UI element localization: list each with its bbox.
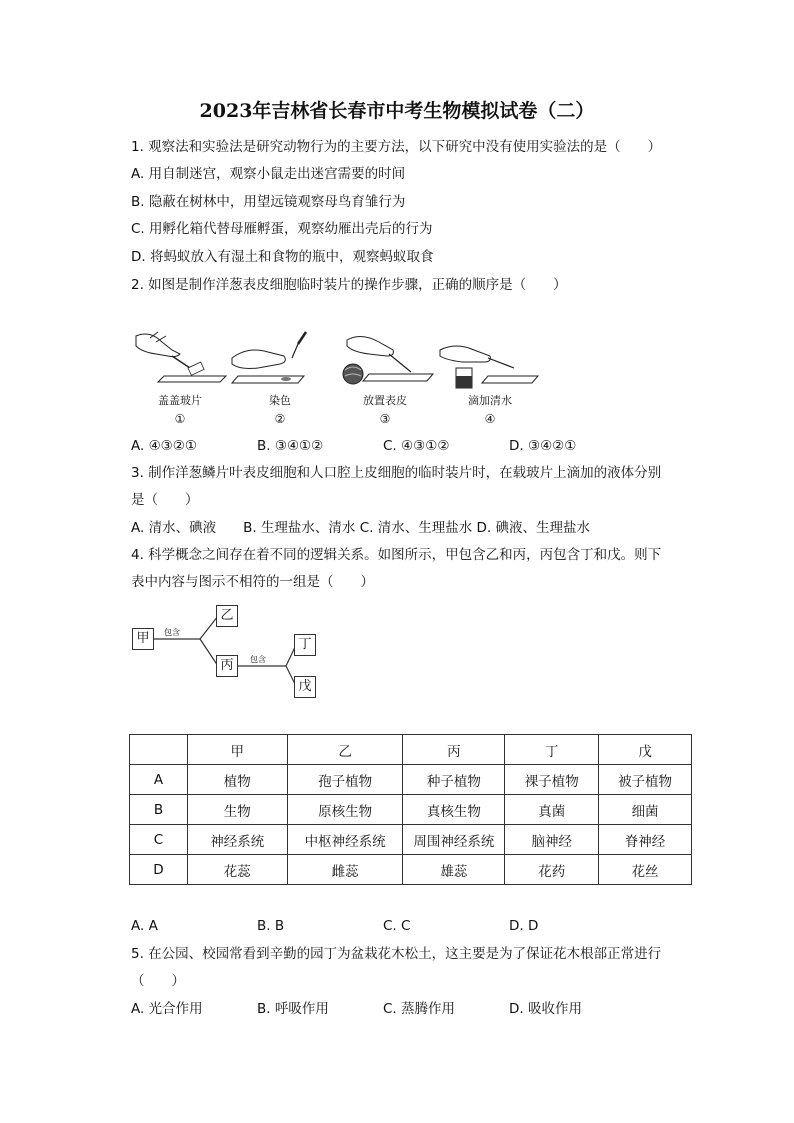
q5-option-a: A. 光合作用 — [131, 1001, 203, 1017]
table-cell: 花蕊 — [187, 855, 287, 885]
node-wu: 戊 — [294, 676, 316, 698]
table-cell: 真菌 — [505, 795, 599, 825]
step-number: ④ — [484, 412, 496, 426]
q5-stem-line1: 5. 在公园、校园常看到辛勤的园丁为盆栽花木松土，这主要是为了保证花木根部正常进行 — [131, 946, 662, 962]
node-jia: 甲 — [132, 628, 154, 650]
table-cell: 裸子植物 — [505, 765, 599, 795]
hand-coverslip-icon — [128, 328, 232, 390]
table-cell: 花丝 — [599, 855, 692, 885]
q5-option-b: B. 呼吸作用 — [257, 1001, 329, 1017]
table-row — [130, 795, 692, 825]
table-cell: 原核生物 — [287, 795, 403, 825]
q4-option-c: C. C — [383, 918, 411, 934]
table-cell: 花药 — [505, 855, 599, 885]
node-yi: 乙 — [216, 605, 238, 627]
step-number: ② — [274, 412, 286, 426]
table-header-row — [130, 735, 692, 765]
step-label: 滴加清水 — [468, 394, 512, 407]
q2-stem: 2. 如图是制作洋葱表皮细胞临时装片的操作步骤，正确的顺序是（ ） — [131, 277, 567, 293]
step-label: 放置表皮 — [363, 394, 407, 407]
step-label: 染色 — [269, 394, 291, 407]
table-cell: 真核生物 — [403, 795, 505, 825]
step-label: 盖盖玻片 — [158, 394, 202, 407]
contains-label: 包含 — [250, 655, 266, 664]
table-cell: D — [130, 855, 188, 885]
q3-options: A. 清水、碘液 B. 生理盐水、清水 C. 清水、生理盐水 D. 碘液、生理盐水 — [131, 520, 590, 536]
q2-option-c: C. ④③①② — [383, 438, 450, 454]
q1-option-a: A. 用自制迷宫，观察小鼠走出迷宫需要的时间 — [131, 166, 406, 182]
table-row — [130, 855, 692, 885]
table-header-cell: 戊 — [599, 735, 692, 765]
table-cell: 植物 — [187, 765, 287, 795]
table-header-cell: 丙 — [403, 735, 505, 765]
table-cell: A — [130, 765, 188, 795]
table-row — [130, 825, 692, 855]
table-cell: B — [130, 795, 188, 825]
page-title: 2023年吉林省长春市中考生物模拟试卷（二） — [199, 100, 595, 122]
q4-stem-line2: 表中内容与图示不相符的一组是（ ） — [131, 574, 374, 590]
q1-stem: 1. 观察法和实验法是研究动物行为的主要方法，以下研究中没有使用实验法的是（ ） — [131, 139, 662, 155]
table-header-cell: 乙 — [287, 735, 403, 765]
q2-option-a: A. ④③②① — [131, 438, 197, 454]
table-row — [130, 765, 692, 795]
slide-preparation-figure — [128, 328, 548, 428]
table-cell: 生物 — [187, 795, 287, 825]
q5-option-d: D. 吸收作用 — [509, 1001, 582, 1017]
table-header-cell: 丁 — [505, 735, 599, 765]
q5-stem-line2: （ ） — [131, 973, 185, 989]
q1-option-d: D. 将蚂蚁放入有湿土和食物的瓶中，观察蚂蚁取食 — [131, 249, 434, 265]
step-place-epidermis — [333, 328, 437, 428]
q4-option-b: B. B — [257, 918, 285, 934]
q1-option-b: B. 隐蔽在树林中，用望远镜观察母鸟育雏行为 — [131, 194, 406, 210]
table-cell: 中枢神经系统 — [287, 825, 403, 855]
table-cell: 孢子植物 — [287, 765, 403, 795]
q4-stem-line1: 4. 科学概念之间存在着不同的逻辑关系。如图所示，甲包含乙和丙，丙包含丁和戊。则下 — [131, 547, 662, 563]
table-header-cell: 甲 — [187, 735, 287, 765]
hand-forceps-onion-icon — [333, 328, 437, 390]
q3-stem-line2: 是（ ） — [131, 492, 199, 508]
step-add-water — [438, 328, 542, 428]
table-cell: C — [130, 825, 188, 855]
contains-label: 包含 — [164, 628, 180, 637]
q5-option-c: C. 蒸腾作用 — [383, 1001, 456, 1017]
step-number: ① — [174, 412, 186, 426]
q3-stem-line1: 3. 制作洋葱鳞片叶表皮细胞和人口腔上皮细胞的临时装片时，在载玻片上滴加的液体分别 — [131, 465, 662, 481]
q4-option-d: D. D — [509, 918, 539, 934]
q4-table — [129, 734, 692, 885]
step-cover-slip — [128, 328, 232, 428]
table-cell: 脑神经 — [505, 825, 599, 855]
step-staining — [228, 328, 332, 428]
table-cell: 周围神经系统 — [403, 825, 505, 855]
table-cell: 雄蕊 — [403, 855, 505, 885]
node-bing: 丙 — [216, 655, 238, 677]
table-cell: 被子植物 — [599, 765, 692, 795]
node-ding: 丁 — [294, 634, 316, 656]
q2-option-b: B. ③④①② — [257, 438, 324, 454]
concept-relation-diagram — [128, 600, 328, 705]
q5-options — [131, 1000, 635, 1018]
table-cell: 种子植物 — [403, 765, 505, 795]
hand-dropper-beaker-icon — [438, 328, 542, 390]
step-number: ③ — [379, 412, 391, 426]
q1-option-c: C. 用孵化箱代替母雁孵蛋，观察幼雁出壳后的行为 — [131, 221, 433, 237]
table-header-cell — [130, 735, 188, 765]
table-cell: 细菌 — [599, 795, 692, 825]
hand-dropper-icon — [228, 328, 332, 390]
q4-option-a: A. A — [131, 918, 158, 934]
table-cell: 脊神经 — [599, 825, 692, 855]
q2-options — [131, 437, 635, 455]
q4-options — [131, 917, 635, 935]
table-cell: 神经系统 — [187, 825, 287, 855]
q2-option-d: D. ③④②① — [509, 438, 577, 454]
table-cell: 雌蕊 — [287, 855, 403, 885]
